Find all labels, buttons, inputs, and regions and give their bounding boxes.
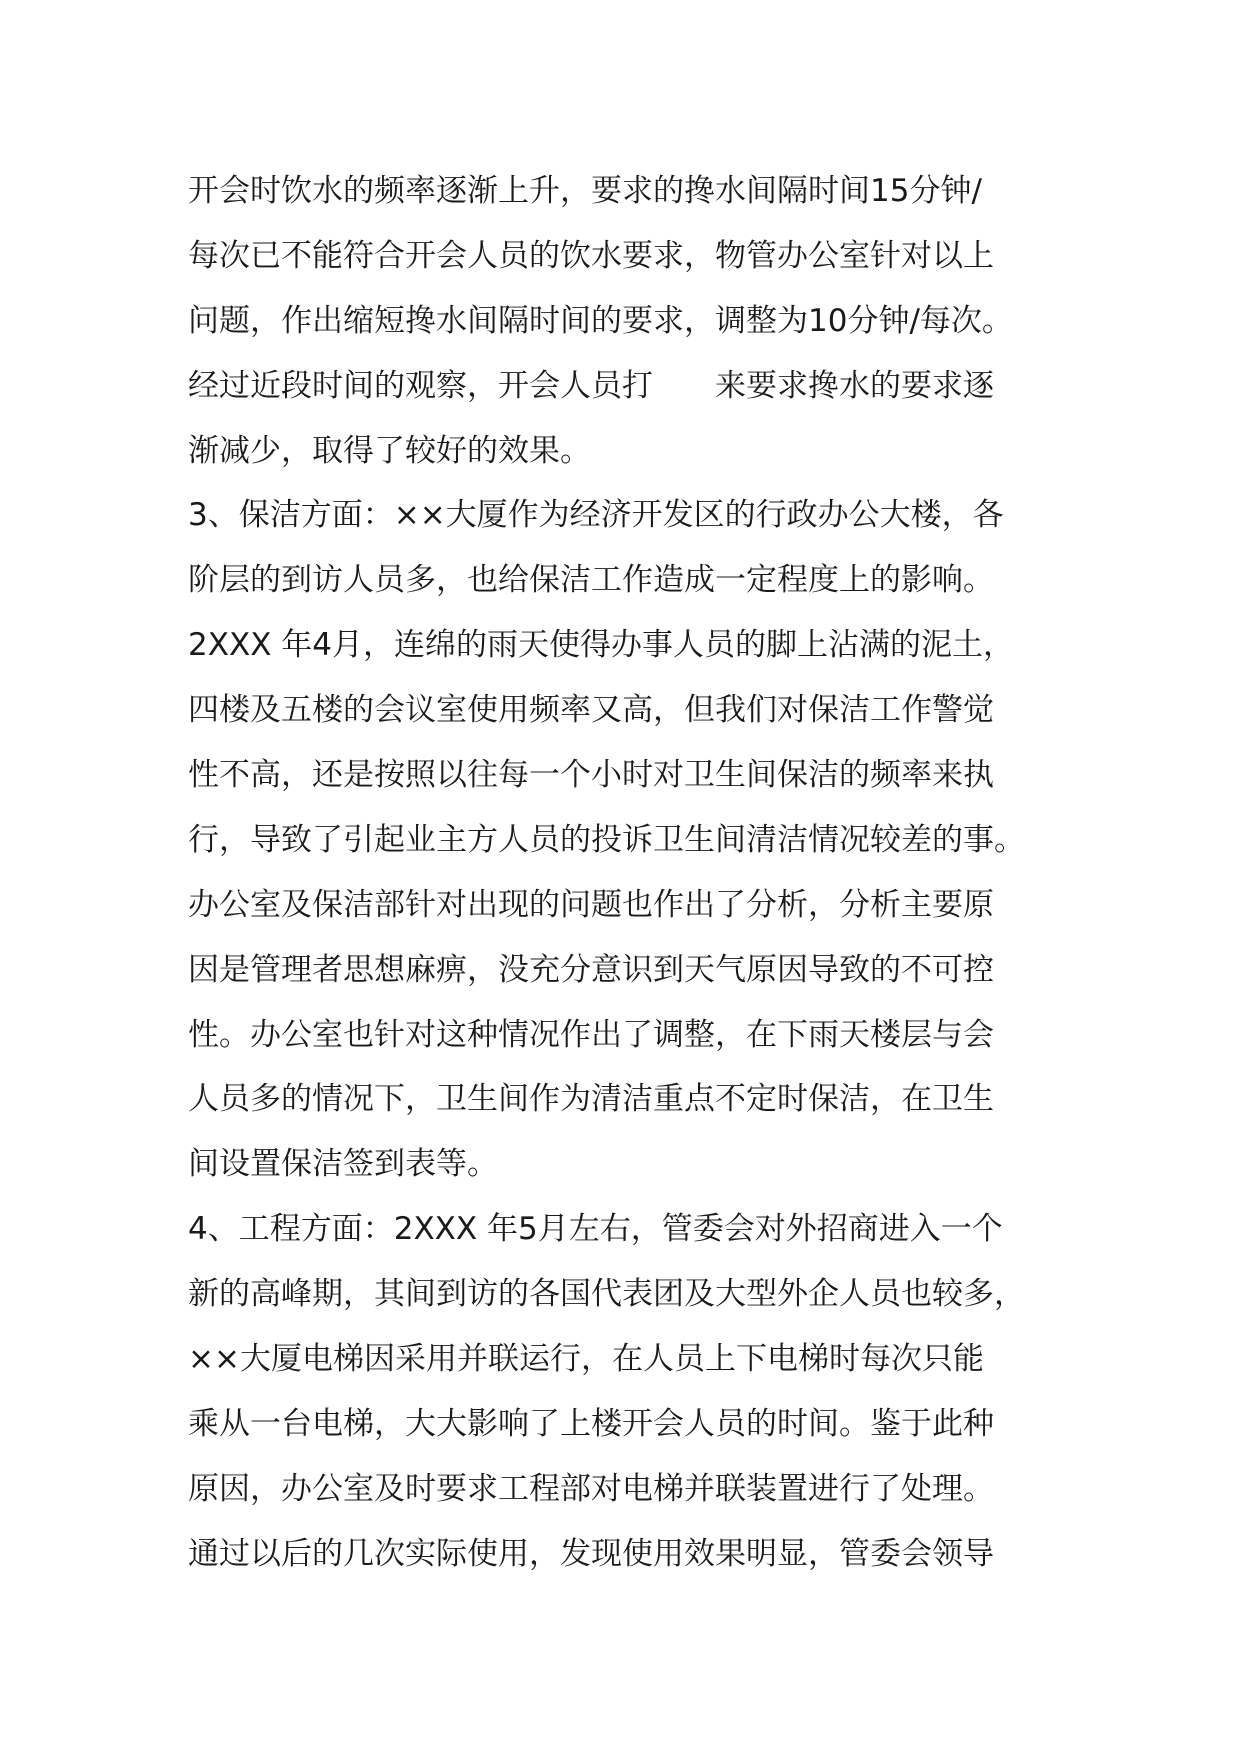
text-line: 行，导致了引起业主方人员的投诉卫生间清洁情况较差的事。 bbox=[188, 821, 1025, 858]
text-line: 间设置保洁签到表等。 bbox=[188, 1146, 498, 1183]
text-line: 四楼及五楼的会议室使用频率又高，但我们对保洁工作警觉 bbox=[188, 692, 994, 729]
text-line: 经过近段时间的观察，开会人员打 来要求搀水的要求逐 bbox=[188, 367, 994, 404]
text-line: 性。办公室也针对这种情况作出了调整，在下雨天楼层与会 bbox=[188, 1016, 994, 1053]
text-line: 4、工程方面：2XXX 年5月左右，管委会对外招商进入一个 bbox=[188, 1211, 1003, 1248]
text-line: 乘从一台电梯，大大影响了上楼开会人员的时间。鉴于此种 bbox=[188, 1405, 994, 1442]
text-line: 人员多的情况下，卫生间作为清洁重点不定时保洁，在卫生 bbox=[188, 1081, 994, 1118]
body-text bbox=[188, 159, 1068, 1587]
text-line: 问题，作出缩短搀水间隔时间的要求，调整为10分钟/每次。 bbox=[188, 302, 1013, 339]
text-line: 阶层的到访人员多，也给保洁工作造成一定程度上的影响。 bbox=[188, 562, 994, 599]
text-line: 2XXX 年4月，连绵的雨天使得办事人员的脚上沾满的泥土， bbox=[188, 627, 1015, 664]
text-line: 性不高，还是按照以往每一个小时对卫生间保洁的频率来执 bbox=[188, 757, 994, 794]
text-line: 办公室及保洁部针对出现的问题也作出了分析，分析主要原 bbox=[188, 886, 994, 923]
text-line: 3、保洁方面：××大厦作为经济开发区的行政办公大楼，各 bbox=[188, 497, 1004, 534]
text-line: 开会时饮水的频率逐渐上升，要求的搀水间隔时间15分钟/ bbox=[188, 173, 982, 209]
text-line: 原因，办公室及时要求工程部对电梯并联装置进行了处理。 bbox=[188, 1470, 994, 1507]
text-line: 渐减少，取得了较好的效果。 bbox=[188, 432, 591, 469]
text-line: 每次已不能符合开会人员的饮水要求，物管办公室针对以上 bbox=[188, 237, 994, 274]
text-line: ××大厦电梯因采用并联运行，在人员上下电梯时每次只能 bbox=[188, 1341, 984, 1378]
text-line: 新的高峰期，其间到访的各国代表团及大型外企人员也较多， bbox=[188, 1276, 1025, 1313]
text-line: 通过以后的几次实际使用，发现使用效果明显，管委会领导 bbox=[188, 1535, 994, 1572]
text-line: 因是管理者思想麻痹，没充分意识到天气原因导致的不可控 bbox=[188, 951, 994, 988]
